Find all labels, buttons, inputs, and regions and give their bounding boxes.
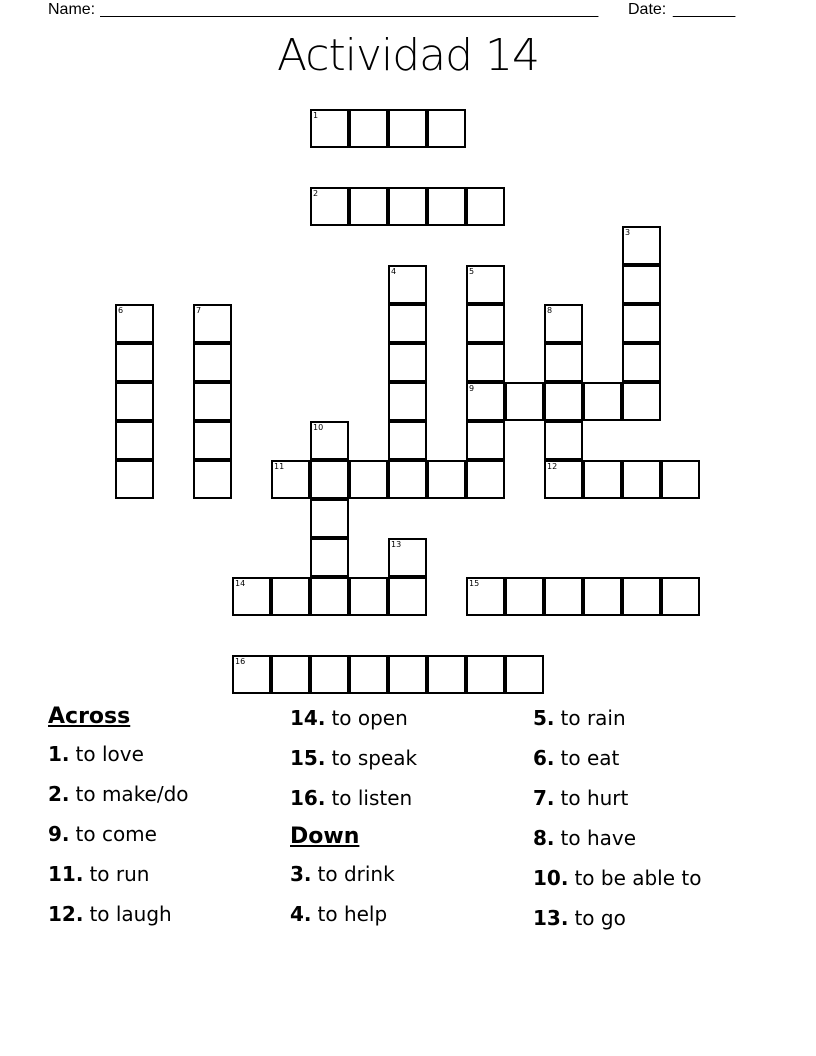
- clue-down-4: 4. to help: [290, 902, 388, 926]
- clue-number: 12: [547, 462, 558, 471]
- crossword-cell[interactable]: [505, 577, 544, 616]
- clue-number: 11: [274, 462, 285, 471]
- clue-number: 4: [391, 267, 397, 276]
- crossword-cell[interactable]: [388, 538, 427, 577]
- crossword-cell[interactable]: [115, 304, 154, 343]
- crossword-cell[interactable]: [427, 187, 466, 226]
- crossword-cell[interactable]: [310, 577, 349, 616]
- clue-down-7: 7. to hurt: [533, 786, 629, 810]
- page-title: Actividad 14: [276, 30, 540, 81]
- crossword-cell[interactable]: [349, 577, 388, 616]
- clue-number: 9: [469, 384, 475, 393]
- clue-number: 16: [235, 657, 246, 666]
- crossword-cell[interactable]: [388, 382, 427, 421]
- crossword-cell[interactable]: [466, 655, 505, 694]
- crossword-cell[interactable]: [388, 343, 427, 382]
- crossword-cell[interactable]: [427, 109, 466, 148]
- crossword-cell[interactable]: [544, 460, 583, 499]
- date-line[interactable]: _______: [673, 1, 736, 18]
- crossword-cell[interactable]: [622, 382, 661, 421]
- clue-across-11: 11. to run: [48, 862, 150, 886]
- clue-number: 10: [313, 423, 324, 432]
- crossword-cell[interactable]: [193, 460, 232, 499]
- crossword-cell[interactable]: [466, 382, 505, 421]
- crossword-cell[interactable]: [622, 343, 661, 382]
- crossword-cell[interactable]: [388, 109, 427, 148]
- clue-number: 7: [196, 306, 202, 315]
- crossword-cell[interactable]: [115, 382, 154, 421]
- crossword-cell[interactable]: [232, 577, 271, 616]
- crossword-cell[interactable]: [193, 304, 232, 343]
- crossword-cell[interactable]: [310, 499, 349, 538]
- crossword-cell[interactable]: [466, 577, 505, 616]
- crossword-cell[interactable]: [544, 421, 583, 460]
- crossword-cell[interactable]: [193, 421, 232, 460]
- clue-number: 2: [313, 189, 319, 198]
- crossword-cell[interactable]: [388, 421, 427, 460]
- crossword-cell[interactable]: [622, 460, 661, 499]
- crossword-cell[interactable]: [349, 187, 388, 226]
- crossword-cell[interactable]: [388, 655, 427, 694]
- clue-down-6: 6. to eat: [533, 746, 620, 770]
- crossword-cell[interactable]: [583, 382, 622, 421]
- crossword-cell[interactable]: [466, 187, 505, 226]
- crossword-cell[interactable]: [622, 265, 661, 304]
- crossword-cell[interactable]: [466, 265, 505, 304]
- crossword-cell[interactable]: [115, 460, 154, 499]
- crossword-cell[interactable]: [349, 655, 388, 694]
- crossword-cell[interactable]: [583, 577, 622, 616]
- crossword-cell[interactable]: [544, 343, 583, 382]
- name-label: Name:: [48, 1, 96, 18]
- crossword-cell[interactable]: [388, 187, 427, 226]
- clue-number: 5: [469, 267, 475, 276]
- down-heading: Down: [290, 824, 360, 849]
- crossword-cell[interactable]: [310, 421, 349, 460]
- crossword-cell[interactable]: [271, 655, 310, 694]
- clue-number: 3: [625, 228, 631, 237]
- clue-number: 8: [547, 306, 553, 315]
- crossword-cell[interactable]: [310, 460, 349, 499]
- name-line[interactable]: ________________________________________________________: [100, 1, 599, 18]
- crossword-cell[interactable]: [388, 577, 427, 616]
- date-label: Date:: [628, 1, 667, 18]
- crossword-cell[interactable]: [544, 304, 583, 343]
- clue-across-9: 9. to come: [48, 822, 157, 846]
- crossword-cell[interactable]: [505, 655, 544, 694]
- crossword-cell[interactable]: [310, 109, 349, 148]
- clue-number: 6: [118, 306, 124, 315]
- clue-number: 14: [235, 579, 246, 588]
- crossword-cell[interactable]: [661, 460, 700, 499]
- crossword-cell[interactable]: [544, 577, 583, 616]
- clue-across-16: 16. to listen: [290, 786, 413, 810]
- crossword-cell[interactable]: [271, 577, 310, 616]
- clue-down-5: 5. to rain: [533, 706, 626, 730]
- crossword-cell[interactable]: [115, 421, 154, 460]
- crossword-cell[interactable]: [583, 460, 622, 499]
- clue-across-1: 1. to love: [48, 742, 144, 766]
- clue-number: 15: [469, 579, 480, 588]
- crossword-cell[interactable]: [193, 382, 232, 421]
- crossword-cell[interactable]: [193, 343, 232, 382]
- crossword-cell[interactable]: [466, 421, 505, 460]
- crossword-cell[interactable]: [115, 343, 154, 382]
- crossword-cell[interactable]: [310, 655, 349, 694]
- crossword-cell[interactable]: [427, 460, 466, 499]
- crossword-cell[interactable]: [661, 577, 700, 616]
- clue-number: 13: [391, 540, 402, 549]
- clue-down-13: 13. to go: [533, 906, 626, 930]
- clue-down-8: 8. to have: [533, 826, 637, 850]
- crossword-cell[interactable]: [388, 265, 427, 304]
- across-heading: Across: [48, 704, 131, 729]
- clue-down-3: 3. to drink: [290, 862, 395, 886]
- crossword-cell[interactable]: [310, 538, 349, 577]
- crossword-cell[interactable]: [427, 655, 466, 694]
- crossword-cell[interactable]: [388, 304, 427, 343]
- crossword-cell[interactable]: [349, 109, 388, 148]
- clue-number: 1: [313, 111, 319, 120]
- crossword-cell[interactable]: [310, 187, 349, 226]
- crossword-cell[interactable]: [466, 343, 505, 382]
- crossword-cell[interactable]: [349, 460, 388, 499]
- clue-down-10: 10. to be able to: [533, 866, 702, 890]
- crossword-cell[interactable]: [622, 577, 661, 616]
- crossword-cell[interactable]: [622, 226, 661, 265]
- clue-across-14: 14. to open: [290, 706, 408, 730]
- crossword-cell[interactable]: [622, 304, 661, 343]
- crossword-cell[interactable]: [232, 655, 271, 694]
- crossword-cell[interactable]: [271, 460, 310, 499]
- crossword-cell[interactable]: [505, 382, 544, 421]
- crossword-cell[interactable]: [466, 460, 505, 499]
- clue-across-15: 15. to speak: [290, 746, 418, 770]
- crossword-cell[interactable]: [466, 304, 505, 343]
- crossword-cell[interactable]: [544, 382, 583, 421]
- crossword-cell[interactable]: [388, 460, 427, 499]
- clue-across-2: 2. to make/do: [48, 782, 189, 806]
- clue-across-12: 12. to laugh: [48, 902, 172, 926]
